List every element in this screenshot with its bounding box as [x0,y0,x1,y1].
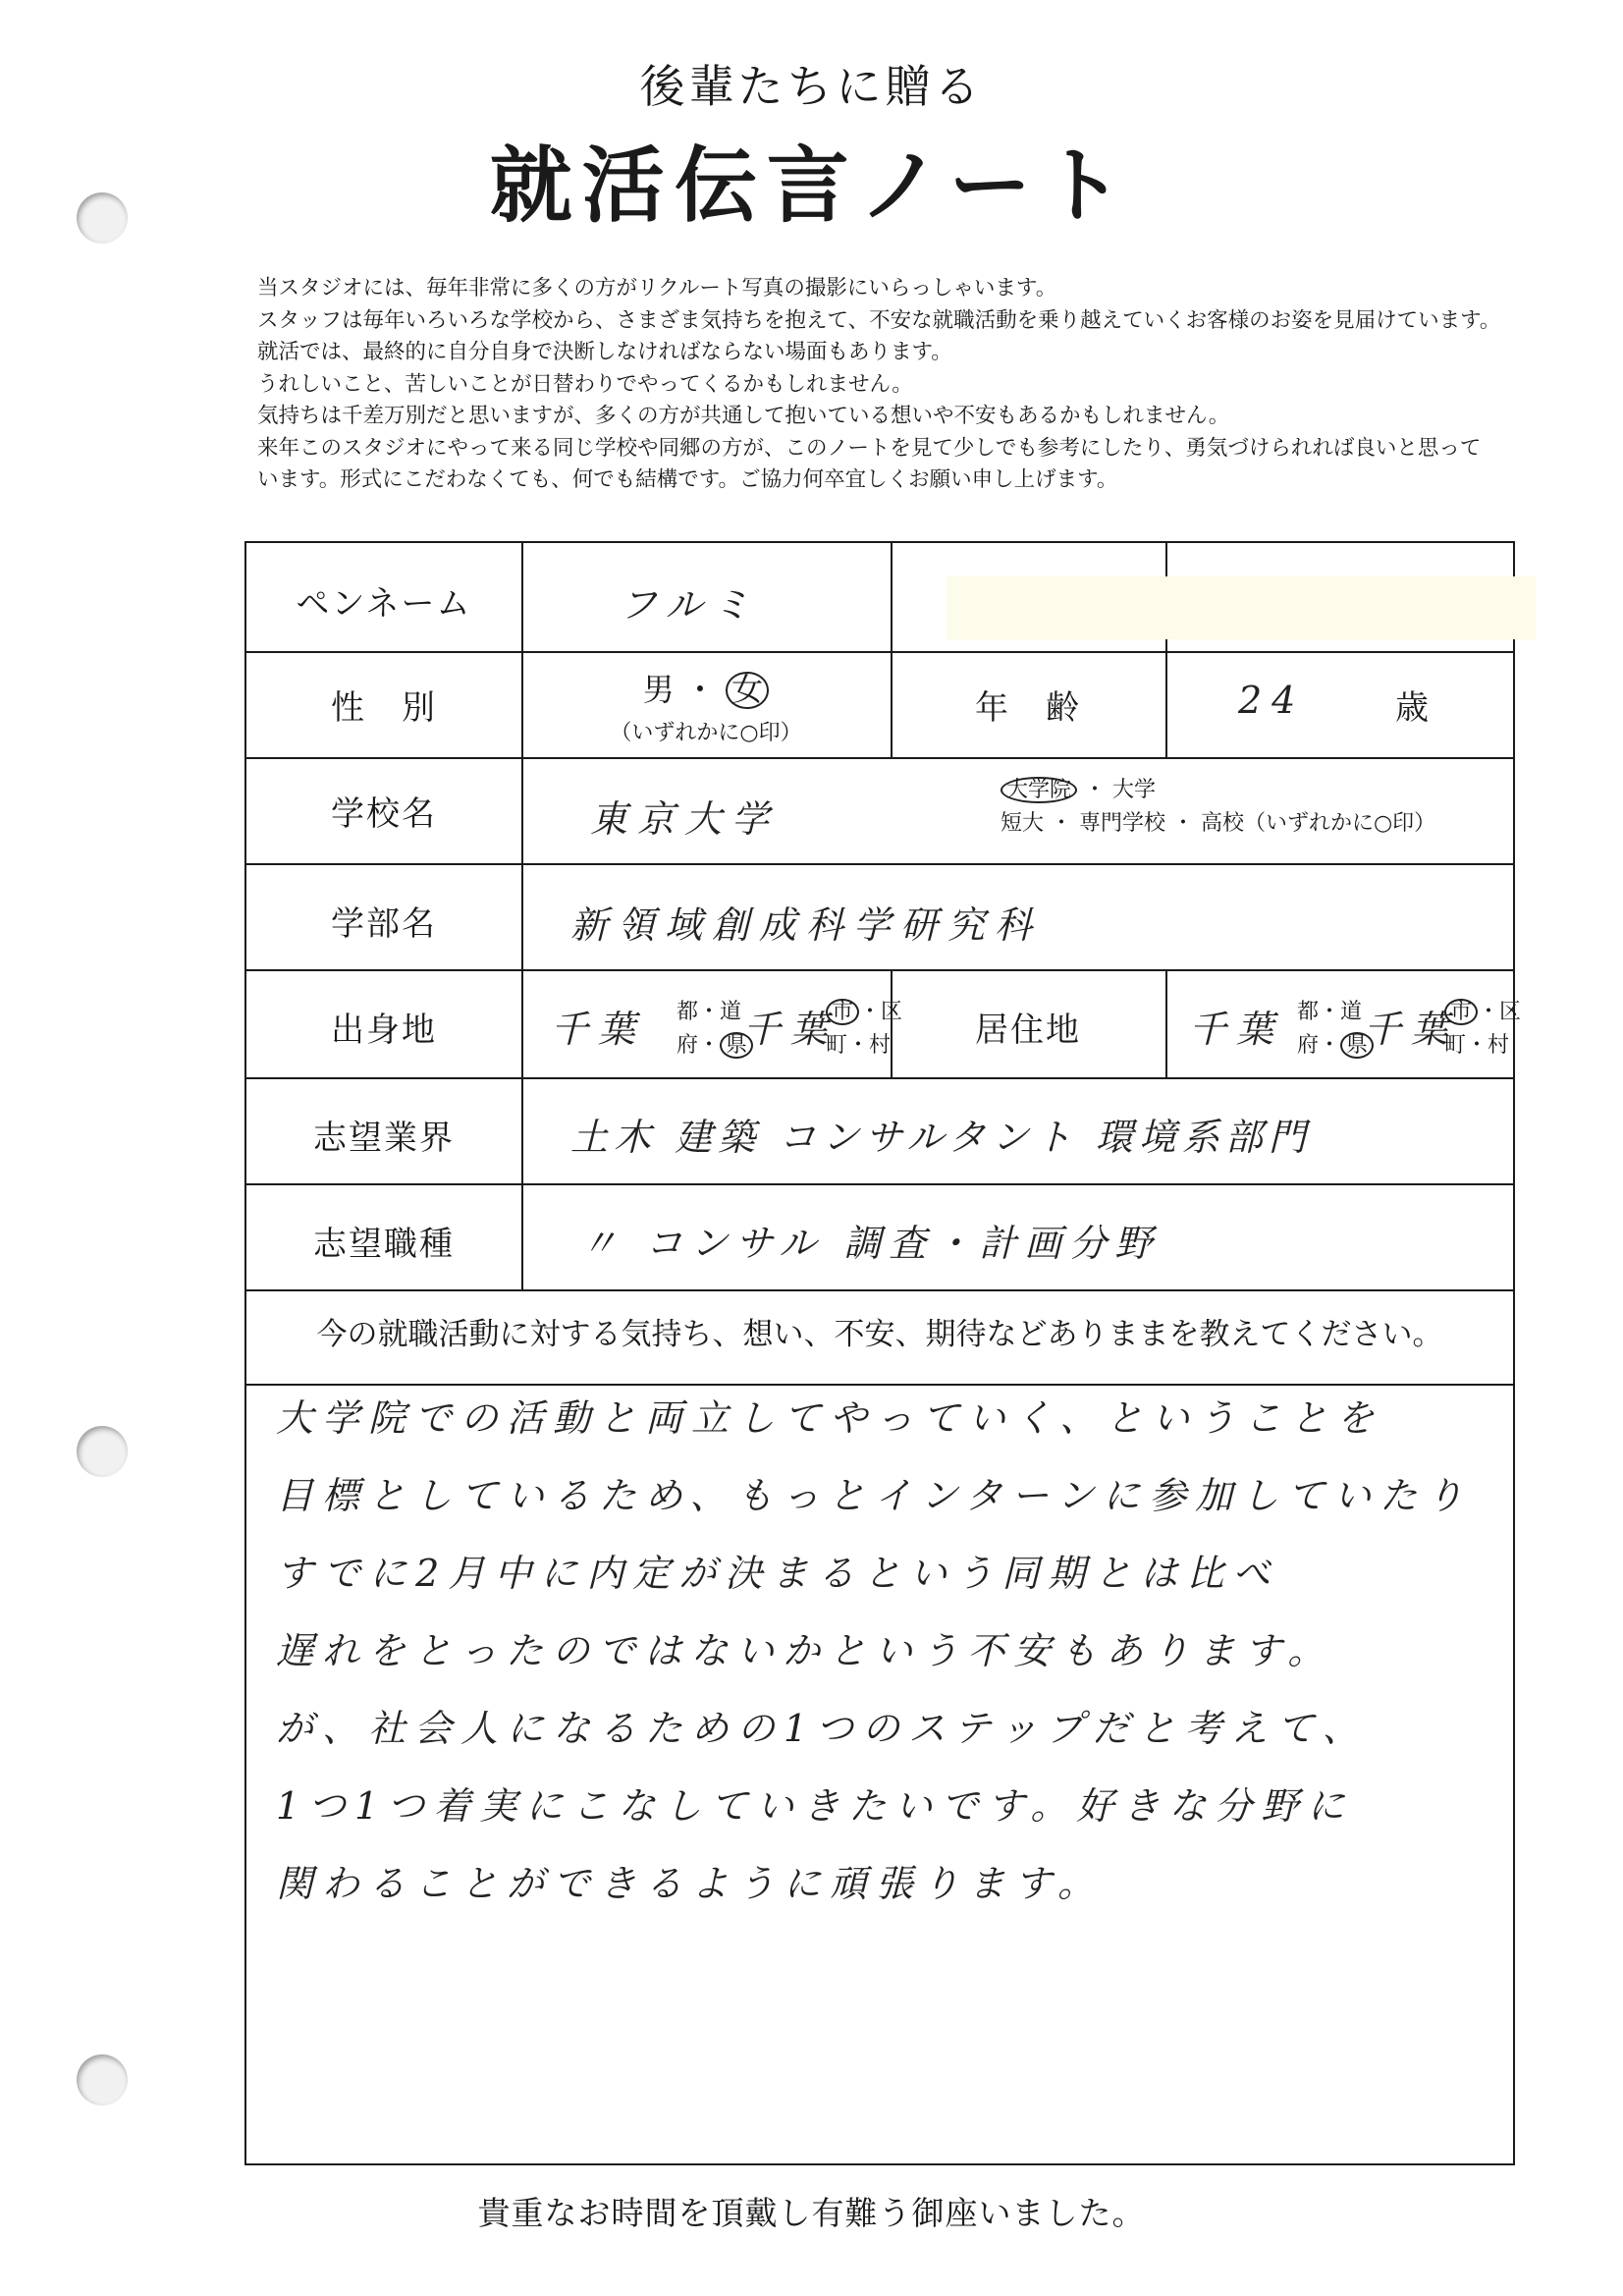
age-label: 年 齢 [975,688,1081,728]
residence-pref-value: 千葉 [1189,1008,1284,1051]
hometown-pref-suffix-bottom [676,1028,753,1059]
feelings-answer [276,1388,1484,1931]
penname-label: ペンネーム [296,584,472,624]
col-divider [521,543,523,1289]
gender-options [521,665,891,710]
hometown-pref-suffix-a: 府・ [676,1033,721,1058]
row-divider [246,1289,1513,1291]
school-type-line1-rest: ・ 大学 [1084,778,1157,802]
school-type-line1 [1001,773,1156,803]
school-type-grad-circled: 大学院 [1001,777,1077,803]
job-label: 志望職種 [313,1225,455,1264]
penname-value: フルミ [620,583,760,627]
hometown-pref-value: 千葉 [551,1008,646,1051]
row-divider [246,969,1513,971]
binder-hole-2 [77,1426,128,1477]
page-subtitle: 後輩たちに贈る [639,60,984,113]
hometown-city-suffix-bottom: 町・村 [826,1033,892,1058]
hometown-pref-circled: 県 [720,1032,753,1059]
industry-label: 志望業界 [313,1119,455,1158]
gender-note: （いずれかに○印） [610,721,802,745]
residence-city-suffix-bottom: 町・村 [1444,1033,1510,1058]
row-divider [246,1077,1513,1079]
intro-line: 気持ちは千差万別だと思いますが、多くの方が共通して抱いている想いや不安もあるかもしれません。 [257,404,1230,428]
answer-line: 1つ1つ着実にこなしていきたいです。好きな分野に [276,1784,1354,1828]
gender-female-circled: 女 [726,672,769,709]
job-hunting-note-form [244,541,1522,2165]
hometown-city-value: 千葉 [743,1008,839,1051]
binder-hole-3 [77,2054,128,2105]
job-value: 〃 コンサル 調査・計画分野 [580,1222,1161,1265]
intro-line: 来年このスタジオにやって来る同じ学校や同郷の方が、このノートを見て少しでも参考にしたり、勇気づけられれば良いと思って [257,435,1482,461]
answer-line: 関わることができるように頑張ります。 [276,1862,1104,1905]
school-type-line2: 短大 ・ 専門学校 ・ 高校（いずれかに○印） [1001,811,1436,836]
row-divider [246,1183,1513,1185]
age-value: 24 [1238,679,1306,722]
answer-line: 目標としているため、もっとインターンに参加していたり [276,1474,1473,1517]
residence-city-suffix-top [1444,995,1521,1025]
intro-line: うれしいこと、苦しいことが日替わりでやってくるかもしれません。 [257,371,913,397]
gender-male: 男 [642,671,675,708]
school-label: 学校名 [331,794,437,834]
col-divider [1165,969,1167,1077]
gender-dot: ・ [683,671,716,708]
intro-line: います。形式にこだわなくても、何でも結構です。ご協力何卒宜しくお願い申し上げます。 [257,467,1118,492]
answer-line: 大学院での活動と両立してやっていく、ということを [276,1396,1383,1440]
answer-line: 遅れをとったのではないかという不安もあります。 [276,1629,1334,1672]
residence-city-circled: 市 [1444,999,1478,1025]
row-divider [246,1384,1513,1386]
hometown-city-suffix-rest: ・区 [859,1000,903,1024]
intro-line: 当スタジオには、毎年非常に多くの方がリクルート写真の撮影にいらっしゃいます。 [257,276,1057,301]
hometown-pref-suffix-top: 都・道 [676,1000,742,1024]
residence-pref-suffix-top: 都・道 [1297,1000,1363,1024]
residence-pref-circled: 県 [1340,1032,1374,1059]
row-divider [246,757,1513,759]
footer-thanks: 貴重なお時間を頂戴し有難う御座いました。 [477,2194,1146,2232]
answer-line: が、社会人になるための1つのステップだと考えて、 [276,1707,1369,1750]
faculty-label: 学部名 [331,904,437,944]
intro-line: 就活では、最終的に自分自身で決断しなければならない場面もあります。 [257,340,952,364]
feelings-prompt: 今の就職活動に対する気持ち、想い、不安、期待などありままを教えてください。 [316,1317,1443,1352]
hometown-label: 出身地 [331,1011,437,1050]
residence-label: 居住地 [975,1011,1081,1050]
redacted-area [947,576,1536,639]
residence-city-suffix-rest: ・区 [1478,1000,1522,1024]
residence-city-value: 千葉 [1364,1008,1459,1051]
gender-label: 性 別 [331,688,437,728]
residence-pref-suffix-bottom [1297,1028,1374,1059]
row-divider [246,651,1513,653]
industry-value: 土木 建築 コンサルタント 環境系部門 [570,1116,1312,1159]
residence-pref-suffix-a: 府・ [1297,1033,1341,1058]
intro-text [257,273,1593,497]
answer-line: すでに2月中に内定が決まるという同期とは比べ [276,1552,1279,1595]
page-title: 就活伝言ノート [489,137,1134,234]
intro-line: スタッフは毎年いろいろな学校から、さまざま気持ちを抱えて、不安な就職活動を乗り越えていくお客様のお姿を見届けています。 [257,307,1501,333]
hometown-city-circled: 市 [826,999,859,1025]
school-value: 東京大学 [590,797,780,841]
faculty-value: 新領域創成科学研究科 [570,903,1043,947]
age-unit: 歳 [1395,688,1429,728]
row-divider [246,863,1513,865]
col-divider [1165,543,1167,757]
